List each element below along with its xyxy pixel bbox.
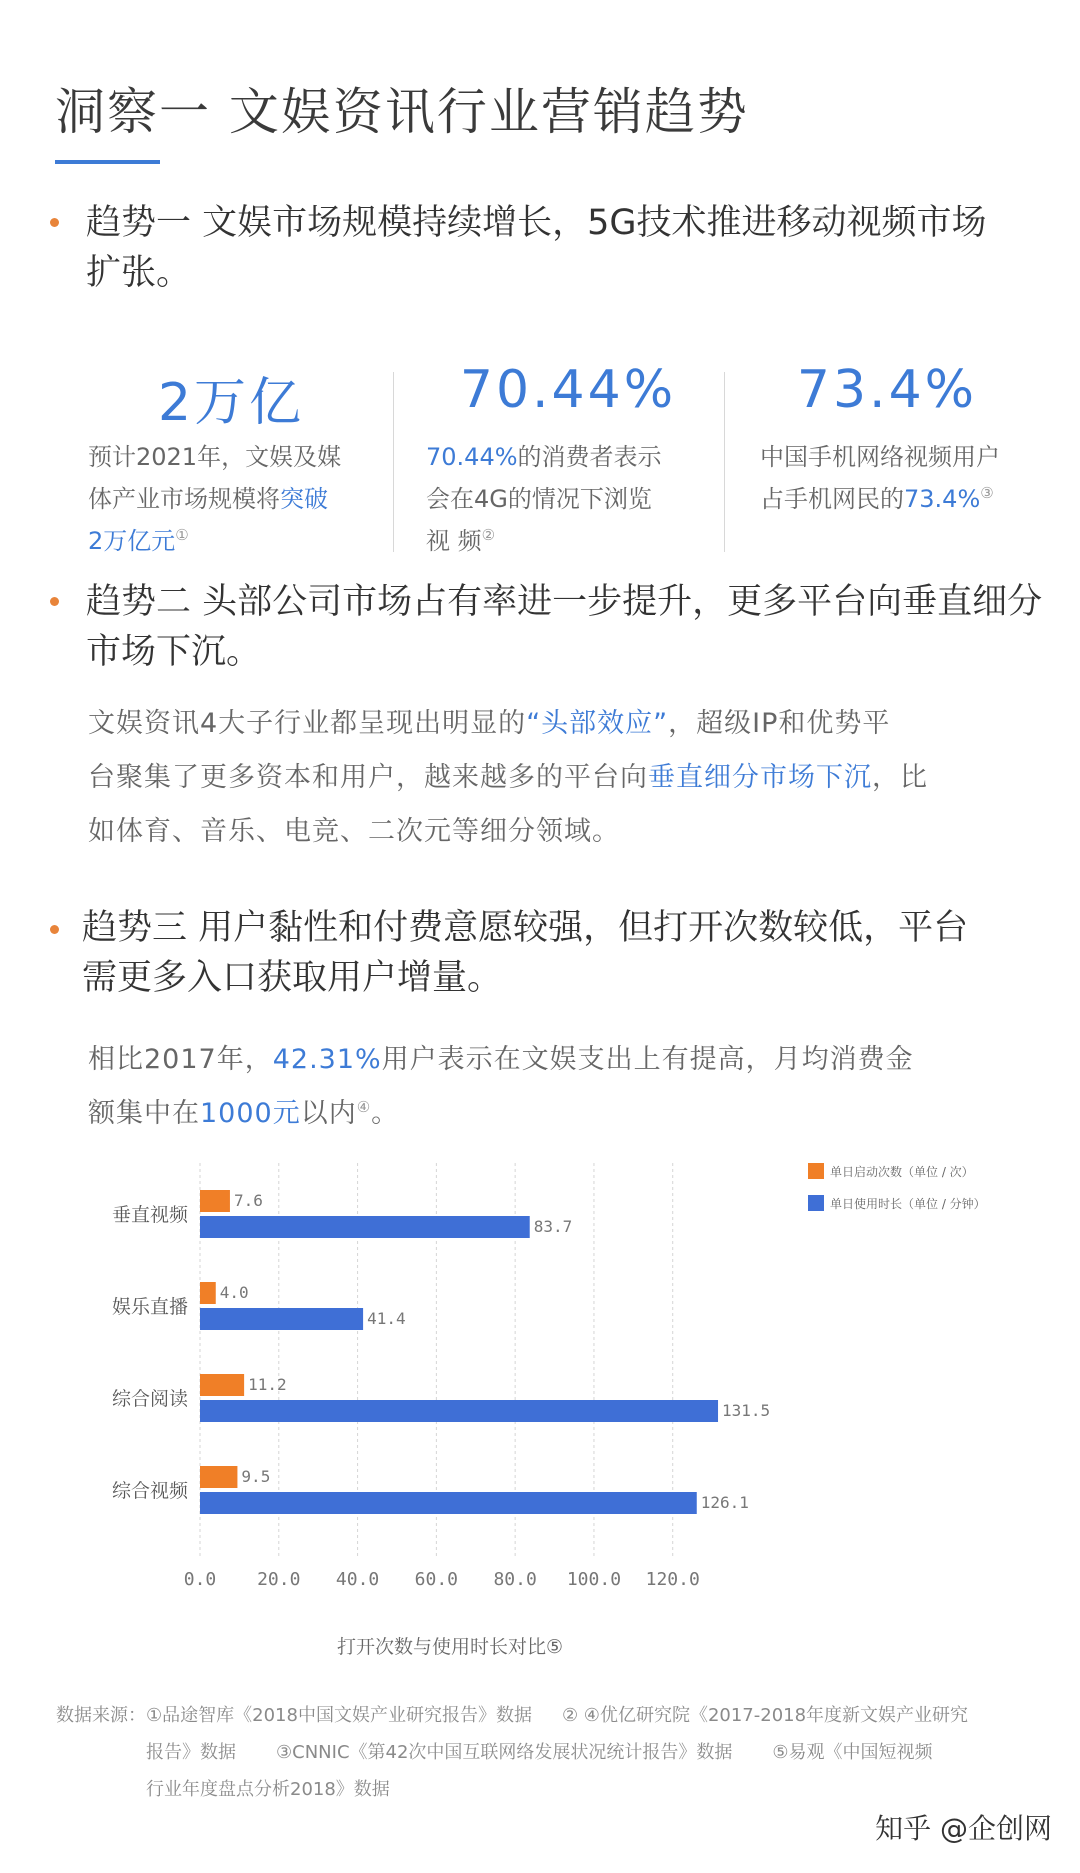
stat-3-desc: [760, 436, 1060, 520]
stat-divider: [393, 372, 394, 552]
bar-launch-count: [200, 1282, 216, 1304]
legend-swatch: [808, 1195, 824, 1211]
stat-2: [418, 360, 718, 420]
legend-label: 单日启动次数（单位 / 次）: [830, 1165, 974, 1179]
bar-usage-time: [200, 1492, 697, 1514]
bar-launch-count: [200, 1374, 244, 1396]
stat-3: [742, 360, 1032, 420]
stat-1-desc-line2: 体产业市场规模将突破: [88, 485, 328, 513]
stat-3-value: 73.4%: [796, 360, 978, 420]
stat-2-desc-line1: 70.44%的消费者表示: [426, 443, 662, 471]
x-tick-label: 0.0: [183, 1569, 217, 1590]
bar-usage-time: [200, 1216, 530, 1238]
x-tick-label: 80.0: [493, 1569, 537, 1590]
footnote-mark: ②: [481, 526, 496, 544]
trend1-heading-line1: 趋势一 文娱市场规模持续增长，5G技术推进移动视频市场: [86, 203, 987, 243]
source-line2: 报告》数据 ③CNNIC《第42次中国互联网络发展状况统计报告》数据 ⑤易观《中国短视频: [146, 1742, 933, 1763]
data-label: 4.0: [219, 1283, 249, 1302]
x-tick-label: 40.0: [335, 1569, 380, 1590]
bullet-dot: [50, 597, 59, 606]
x-tick-label: 100.0: [566, 1569, 622, 1590]
category-label: 综合阅读: [111, 1388, 188, 1410]
category-label: 垂直视频: [111, 1204, 188, 1226]
x-tick-label: 20.0: [257, 1569, 301, 1590]
footnote-mark: ①: [175, 526, 189, 544]
legend-label: 单日使用时长（单位 / 分钟）: [830, 1197, 986, 1211]
stat-3-desc-line2: 占手机网民的73.4%③: [760, 484, 994, 513]
data-label: 11.2: [248, 1375, 287, 1394]
bullet-dot: [50, 925, 59, 934]
stat-1-value: 2万亿: [157, 373, 305, 433]
footnote-mark: ④: [356, 1098, 372, 1116]
stat-1-desc-line1: 预计2021年，文娱及媒: [88, 443, 342, 471]
trend3-paragraph-line2: 额集中在1000元以内④。: [88, 1098, 400, 1129]
trend1-heading: [86, 198, 1046, 298]
watermark: 知乎 @企创网: [875, 1812, 1052, 1845]
trend1-heading-line2: 扩张。: [86, 253, 192, 293]
x-tick-label: 120.0: [645, 1569, 700, 1590]
usage-bar-chart: [60, 1155, 1040, 1665]
stat-2-desc-line3: 视 频②: [426, 526, 496, 555]
data-label: 7.6: [233, 1191, 263, 1210]
data-label: 41.4: [367, 1309, 406, 1328]
stat-3-desc-line1: 中国手机网络视频用户: [760, 443, 1000, 471]
data-label: 9.5: [241, 1467, 271, 1486]
trend2-paragraph-line1: 文娱资讯4大子行业都呈现出明显的“头部效应”，超级IP和优势平: [88, 708, 891, 739]
trend3-heading: [82, 903, 1052, 1003]
stat-divider: [724, 372, 725, 552]
trend2-heading: [86, 577, 1046, 677]
chart-caption: 打开次数与使用时长对比⑤: [336, 1636, 564, 1658]
source-line1: 数据来源：①品途智库《2018中国文娱产业研究报告》数据 ② ④优亿研究院《2017-2018年度新文娱产业研究: [56, 1705, 969, 1726]
source-line3: 行业年度盘点分析2018》数据: [146, 1779, 390, 1800]
trend3-heading-line2: 需更多入口获取用户增量。: [82, 958, 503, 998]
data-label: 83.7: [533, 1217, 573, 1236]
bar-usage-time: [200, 1308, 363, 1330]
trend2-heading-line2: 市场下沉。: [86, 632, 262, 672]
bar-launch-count: [200, 1190, 230, 1212]
data-label: 131.5: [722, 1401, 771, 1420]
stat-1-desc: [88, 436, 388, 562]
trend2-paragraph-line2: 台聚集了更多资本和用户，越来越多的平台向垂直细分市场下沉，比: [88, 762, 928, 793]
page-title: 洞察一 文娱资讯行业营销趋势: [55, 83, 749, 141]
trend3-paragraph: [88, 1033, 1048, 1141]
title-underline: [55, 160, 160, 164]
stat-2-value: 70.44%: [459, 360, 677, 420]
trend2-paragraph-line3: 如体育、音乐、电竞、二次元等细分领域。: [88, 816, 620, 847]
category-label: 娱乐直播: [111, 1296, 188, 1318]
bar-usage-time: [200, 1400, 718, 1422]
footnote-mark: ③: [980, 484, 994, 502]
trend2-heading-line1: 趋势二 头部公司市场占有率进一步提升，更多平台向垂直细分: [86, 582, 1043, 622]
data-label: 126.1: [700, 1493, 749, 1512]
trend3-heading-line1: 趋势三 用户黏性和付费意愿较强，但打开次数较低，平台: [82, 908, 969, 948]
stat-1-desc-line3: 2万亿元①: [88, 526, 189, 555]
legend-swatch: [808, 1163, 824, 1179]
trend3-paragraph-line1: 相比2017年，42.31%用户表示在文娱支出上有提高，月均消费金: [88, 1044, 914, 1075]
stat-1: [86, 360, 376, 435]
stat-2-desc-line2: 会在4G的情况下浏览: [426, 485, 652, 513]
source-notes: [56, 1697, 968, 1808]
x-tick-label: 60.0: [414, 1569, 459, 1590]
trend2-paragraph: [88, 697, 1048, 859]
bar-launch-count: [200, 1466, 237, 1488]
category-label: 综合视频: [111, 1480, 188, 1502]
stat-2-desc: [426, 436, 726, 562]
bullet-dot: [50, 218, 59, 227]
